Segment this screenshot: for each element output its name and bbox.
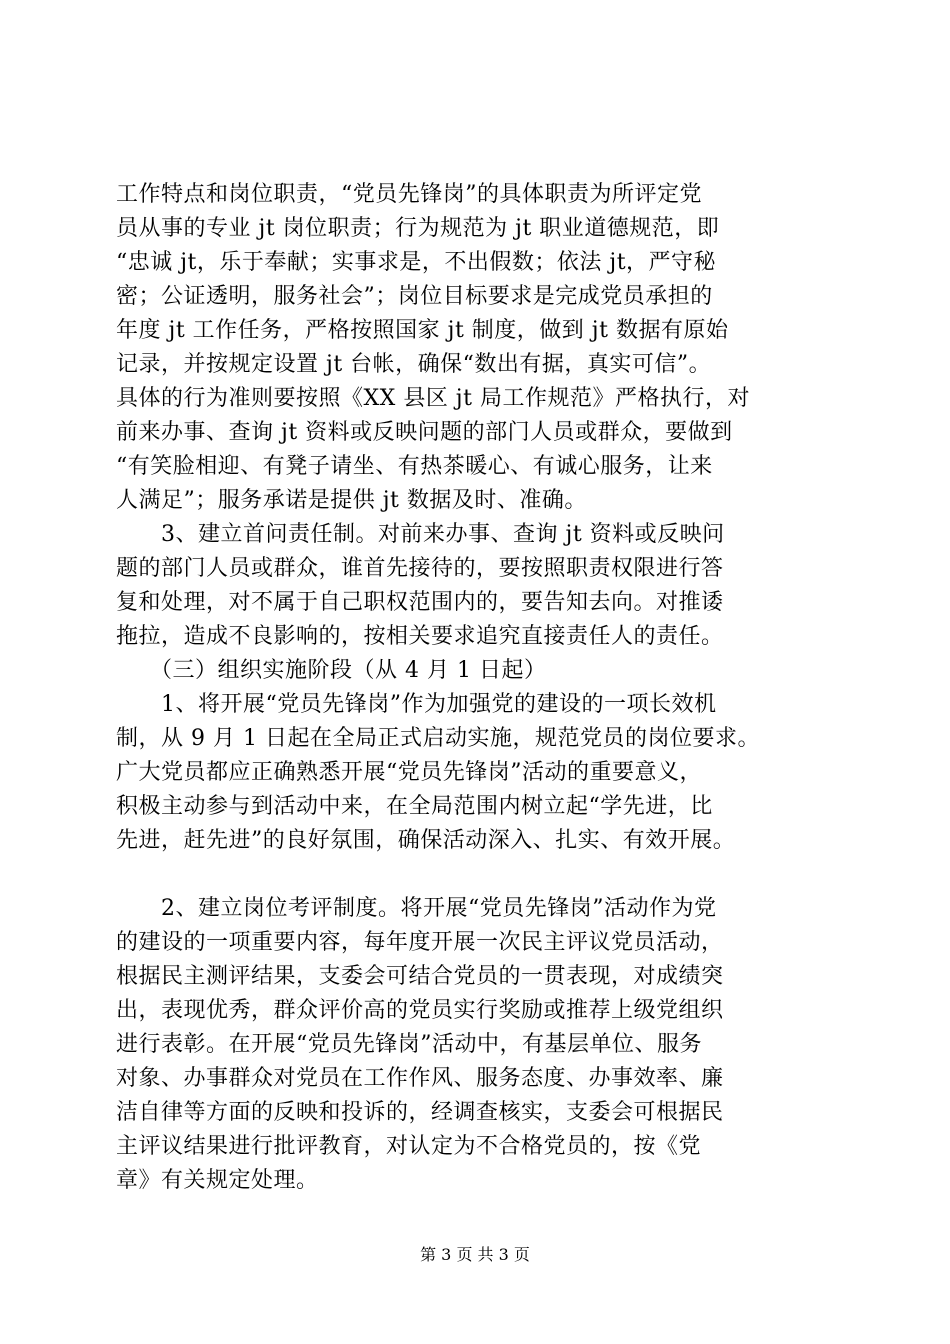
text-line: 制，从 9 月 1 日起在全局正式启动实施，规范党员的岗位要求。 (116, 726, 760, 751)
text-line: 拖拉，造成不良影响的，按相关要求追究直接责任人的责任。 (116, 624, 724, 649)
text-line: 先进，赶先进”的良好氛围，确保活动深入、扎实、有效开展。 (116, 828, 736, 853)
text-line: 积极主动参与到活动中来，在全局范围内树立起“学先进，比 (116, 794, 713, 819)
text-line: 记录，并按规定设置 jt 台帐，确保“数出有据，真实可信”。 (116, 352, 712, 377)
text-line: 3、建立首问责任制。对前来办事、查询 jt 资料或反映问 (116, 522, 725, 547)
text-line: 出，表现优秀，群众评价高的党员实行奖励或推荐上级党组织 (116, 998, 724, 1023)
text-line: 章》有关规定处理。 (116, 1168, 319, 1193)
section-heading: （三）组织实施阶段（从 4 月 1 日起） (116, 658, 547, 683)
text-line: 年度 jt 工作任务，严格按照国家 jt 制度，做到 jt 数据有原始 (116, 318, 729, 343)
text-line: 广大党员都应正确熟悉开展“党员先锋岗”活动的重要意义， (116, 760, 702, 785)
text-line: 洁自律等方面的反映和投诉的，经调查核实，支委会可根据民 (116, 1100, 724, 1125)
text-line: 前来办事、查询 jt 资料或反映问题的部门人员或群众，要做到 (116, 420, 733, 445)
document-body (116, 178, 836, 1198)
text-line: 密；公证透明，服务社会”；岗位目标要求是完成党员承担的 (116, 284, 713, 309)
text-line: 进行表彰。在开展“党员先锋岗”活动中，有基层单位、服务 (116, 1032, 702, 1057)
text-line: 复和处理，对不属于自己职权范围内的，要告知去向。对推诿 (116, 590, 724, 615)
paragraph-gap (116, 858, 836, 892)
page-footer (0, 1244, 950, 1266)
text-line: 具体的行为准则要按照《XX 县区 jt 局工作规范》严格执行，对 (116, 386, 750, 411)
text-line: 员从事的专业 jt 岗位职责；行为规范为 jt 职业道德规范，即 (116, 216, 720, 241)
page-number: 第 3 页 共 3 页 (420, 1245, 530, 1264)
text-line: 题的部门人员或群众，谁首先接待的，要按照职责权限进行答 (116, 556, 724, 581)
text-line: 根据民主测评结果，支委会可结合党员的一贯表现，对成绩突 (116, 964, 724, 989)
text-line: 主评议结果进行批评教育，对认定为不合格党员的，按《党 (116, 1134, 702, 1159)
text-line: 工作特点和岗位职责，“党员先锋岗”的具体职责为所评定党 (116, 182, 702, 207)
text-line: 人满足”；服务承诺是提供 jt 数据及时、准确。 (116, 488, 587, 513)
text-line: 1、将开展“党员先锋岗”作为加强党的建设的一项长效机 (116, 692, 717, 717)
text-line: 2、建立岗位考评制度。将开展“党员先锋岗”活动作为党 (116, 896, 717, 921)
text-line: “有笑脸相迎、有凳子请坐、有热茶暖心、有诚心服务，让来 (116, 454, 713, 479)
text-line: “忠诚 jt，乐于奉献；实事求是，不出假数；依法 jt，严守秘 (116, 250, 717, 275)
text-line: 对象、办事群众对党员在工作作风、服务态度、办事效率、廉 (116, 1066, 724, 1091)
text-line: 的建设的一项重要内容，每年度开展一次民主评议党员活动， (116, 930, 724, 955)
